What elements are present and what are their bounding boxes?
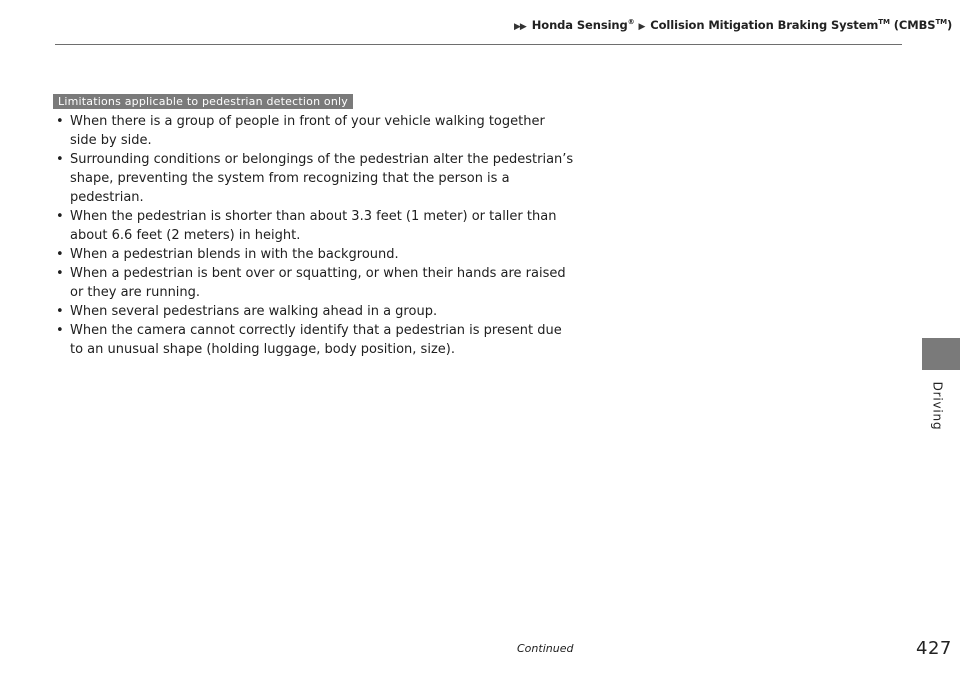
bullet-icon: •	[56, 266, 64, 281]
bullet-icon: •	[56, 152, 64, 167]
breadcrumb-abbr-open: (CMBS	[889, 18, 936, 32]
bullet-icon: •	[56, 114, 64, 129]
trademark-mark: TM	[878, 18, 890, 27]
double-arrow-icon: ▶▶	[514, 22, 526, 32]
section-tag: Limitations applicable to pedestrian detection only	[53, 94, 353, 109]
continued-label: Continued	[517, 642, 574, 655]
list-item-text: When several pedestrians are walking ahead in a group.	[70, 304, 438, 319]
breadcrumb-subsection: Collision Mitigation Braking System	[650, 18, 879, 32]
bullet-icon: •	[56, 323, 64, 338]
list-item-text: When the camera cannot correctly identify that a pedestrian is present due to an unusual shape (holding luggage, body position, size).	[70, 323, 562, 357]
list-item-text: When the pedestrian is shorter than about 3.3 feet (1 meter) or taller than about 6.6 feet (2 meters) in height.	[70, 209, 557, 243]
list-item	[55, 112, 575, 150]
bullet-icon: •	[56, 209, 64, 224]
chapter-tab[interactable]	[922, 338, 960, 370]
limitations-list	[55, 112, 575, 359]
chapter-label-text: Driving	[930, 381, 944, 431]
list-item-text: When a pedestrian is bent over or squatting, or when their hands are raised or they are running.	[70, 266, 566, 300]
arrow-icon: ▶	[638, 22, 645, 32]
header-divider	[55, 44, 902, 45]
bullet-icon: •	[56, 247, 64, 262]
list-item-text: When there is a group of people in front of your vehicle walking together side by side.	[70, 114, 545, 148]
registered-mark: ®	[627, 18, 635, 27]
bullet-icon: •	[56, 304, 64, 319]
list-item-text: Surrounding conditions or belongings of the pedestrian alter the pedestrian’s shape, preventing the system from recognizing that the person is a pedestrian.	[70, 152, 574, 205]
trademark-mark-abbr: TM	[935, 18, 947, 27]
list-item	[55, 321, 575, 359]
breadcrumb	[514, 18, 952, 32]
list-item	[55, 207, 575, 245]
chapter-label	[918, 376, 956, 436]
list-item-text: When a pedestrian blends in with the background.	[70, 247, 399, 262]
breadcrumb-abbr-close: )	[946, 18, 953, 32]
list-item	[55, 264, 575, 302]
list-item	[55, 150, 575, 207]
list-item	[55, 302, 575, 321]
breadcrumb-section: Honda Sensing	[531, 18, 628, 32]
list-item	[55, 245, 575, 264]
page-number: 427	[916, 638, 952, 659]
